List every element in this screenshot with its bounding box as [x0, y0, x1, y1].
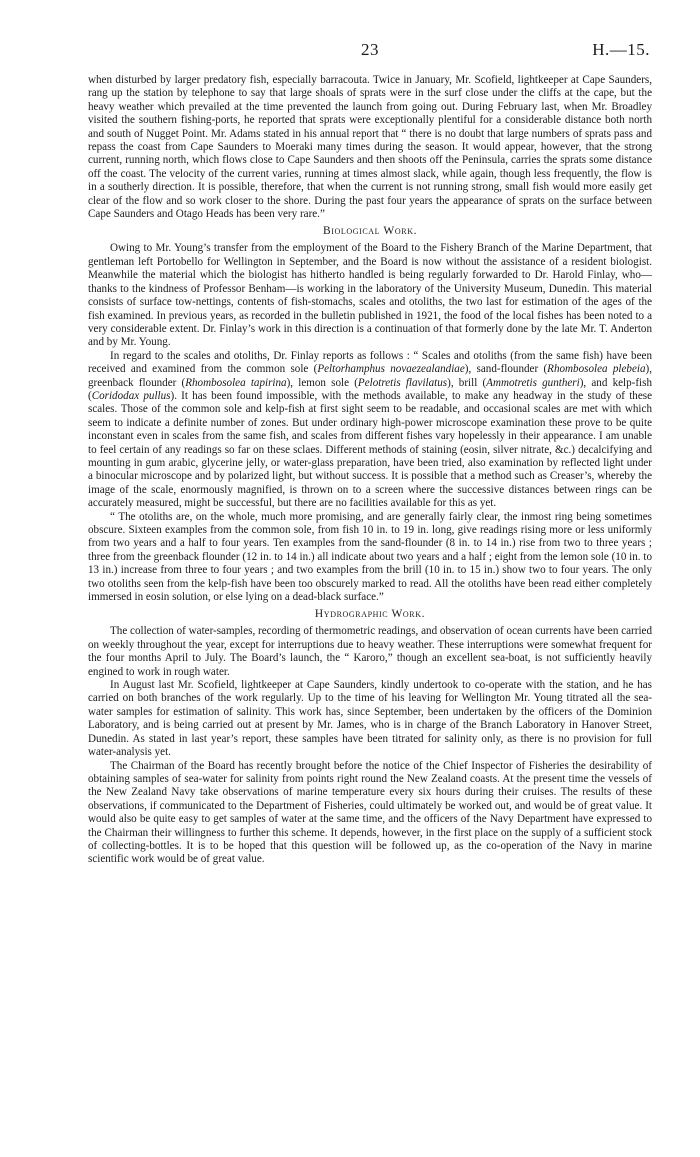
species-name: Coridodax pullus [91, 389, 171, 402]
biological-paragraph-1: Owing to Mr. Young’s transfer from the employment of the Board to the Fishery Branch of the Marine Department, that gentleman left Portobello for Wellington in September, and the Board is now without the assistance of a resident biologist. Meanwhile the material which the biologist has hitherto handled is being regularly forwarded to Dr. Harold Finlay, who—thanks to the kindness of Professor Benham—is working in the laboratory of the University Museum, Dunedin. This material consists of surface tow-nettings, contents of fish-stomachs, scales and otoliths, the two last for estimation of the ages of the fish examined. In previous years, as recorded in the bulletin published in 1921, the food of the local fishes has been noted to a very considerable extent. Dr. Finlay’s work in this direction is a continuation of that formerly done by the late Mr. T. Anderton and by Mr. Young. [88, 242, 652, 349]
hydrographic-paragraph-1: The collection of water-samples, recording of thermometric readings, and observation of ocean currents have been carried on weekly throughout the year, except for interruptions due to heavy weather. These interruptions were somewhat frequent for the four months April to July. The Board’s launch, the “ Karoro,” though an excellent sea-boat, is not sufficiently heavily engined to work in rough water. [88, 625, 652, 678]
text-run: ). It has been found impossible, with the methods available, to make any headway in the study of these scales. Those of the common sole and kelp-fish at first sight seem to be readable, and occasional scales are met with which seem to indicate a definite number of zones. But under ordinary high-power microscope examination these prove to be quite inconstant even in scales from the same fish, and scales from different fishes vary hopelessly in their appearance. I am unable to feel certain of any readings so far on these sclaes. Different methods of staining (eosin, silver nitrate, &c.) decalcifying and mounting in gum arabic, glycerine jelly, or water-glass preparation, have been tried, also examination by reflected light under a binocular microscope and by polarized light, but without success. It is possible that a method such as Creaser’s, whereby the image of the scale, enormously magnified, is thrown on to a screen where the successive distances between rings can be accurately measured, might be successful, but there are no facilities available for this as yet. [88, 389, 652, 510]
hydrographic-paragraph-2: In August last Mr. Scofield, lightkeeper at Cape Saunders, kindly undertook to co-operate with the station, and he has carried on both branches of the work regularly. Up to the time of his leaving for Wellington Mr. Young titrated all the sea-water samples for estimation of salinity. This work has, since September, been undertaken by the officers of the Dominion Laboratory, and is being carried out at present by Mr. James, who is in charge of the Branch Laboratory in Hanover Street, Dunedin. As stated in last year’s report, these samples have been titrated for salinity only, as there is no provision for full water-analysis yet. [88, 679, 652, 759]
text-run: ), sand-flounder ( [464, 363, 548, 376]
document-page [88, 40, 652, 867]
species-name: Pelotretis flavilatus [357, 376, 448, 389]
biological-paragraph-2 [88, 350, 652, 511]
species-name: Ammotretis guntheri [486, 376, 580, 389]
section-heading-biological: Biological Work. [322, 225, 418, 238]
continuation-paragraph: when disturbed by larger predatory fish, especially barracouta. Twice in January, Mr. Scofield, lightkeeper at Cape Saunders, rang up the station by telephone to say that large shoals of sprats were in the surf close under the cliffs at the cape, but the heavy weather which prevailed at the time prevented the launch from going out. During February last, when Mr. Broadley visited the southern fishing-ports, he reported that sprats were exceptionally plentiful for a considerable distance both north and south of Nugget Point. Mr. Adams stated in his annual report that “ there is no doubt that large numbers of sprats pass and repass the coast from Cape Saunders to Moeraki many times during the season. It would appear, however, that the strong current, running north, which flows close to Cape Saunders and then shoots off the Peninsula, carries the sprats some distance off the coast. The velocity of the current varies, running at times almost slack, while again, though less frequently, the flow is in a southerly direction. It is possible, therefore, that when the current is not running strong, small fish would more easily get clear of the flow and so work closer to the shore. During the past four years the appearance of sprats on the surface between Cape Saunders and Otago Heads has been very rare.” [88, 74, 652, 221]
text-run: ), brill ( [447, 376, 487, 389]
document-reference: H.—15. [592, 40, 650, 59]
section-heading-hydrographic: Hydrographic Work. [314, 608, 426, 621]
species-name: Rhombosolea tapirina [185, 376, 287, 389]
hydrographic-paragraph-3: The Chairman of the Board has recently brought before the notice of the Chief Inspector of Fisheries the desirability of obtaining samples of sea-water for salinity from points right round the New Zealand coasts. At the present time the vessels of the New Zealand Navy take observations of marine temperature every six hours during their cruises. The results of these observations, if communicated to the Department of Fisheries, could ultimately be worked out, and would be of great value. It would also be quite easy to get samples of water at the same time, and the officers of the Navy Department have expressed to the Chairman their willingness to further this scheme. It depends, however, in the first place on the supply of a sufficient stock of collecting-bottles. It is to be hoped that this question will be followed up, as the co-operation of the Navy in marine scientific work would be of great value. [88, 759, 652, 866]
page-header [88, 40, 652, 74]
biological-paragraph-3: “ The otoliths are, on the whole, much more promising, and are generally fairly clear, the inmost ring being sometimes obscure. Sixteen examples from the common sole, from fish 10 in. to 19 in. long, give readings rising more or less uniformly from two years and a half to four years. Ten examples from the sand-flounder (8 in. to 14 in.) rise from two to three years ; three from the greenback flounder (12 in. to 14 in.) all indicate about two years and a half ; eight from the lemon sole (10 in. to 13 in.) increase from three to four years ; and two examples from the brill (10 in. to 15 in.) show two to four years. The only two otoliths seen from the kelp-fish have been too obscurely marked to read. All the otoliths have been read either completely immersed in eosin solution, or else lying on a dead-black surface.” [88, 510, 652, 604]
page-number: 23 [361, 40, 379, 59]
text-run: In regard to the scales and otoliths, Dr. Finlay reports as follows : “ Scales and otoliths (from the same fish) have been received and examined from the common sole ( [88, 349, 652, 376]
species-name: Rhombosolea plebeia [547, 363, 646, 376]
text-run: ), greenback flounder ( [88, 363, 652, 389]
species-name: Peltorhamphus novaezealandiae [317, 363, 465, 376]
text-run: ), lemon sole ( [286, 376, 358, 389]
text-run: ), and kelp-fish ( [88, 376, 653, 402]
